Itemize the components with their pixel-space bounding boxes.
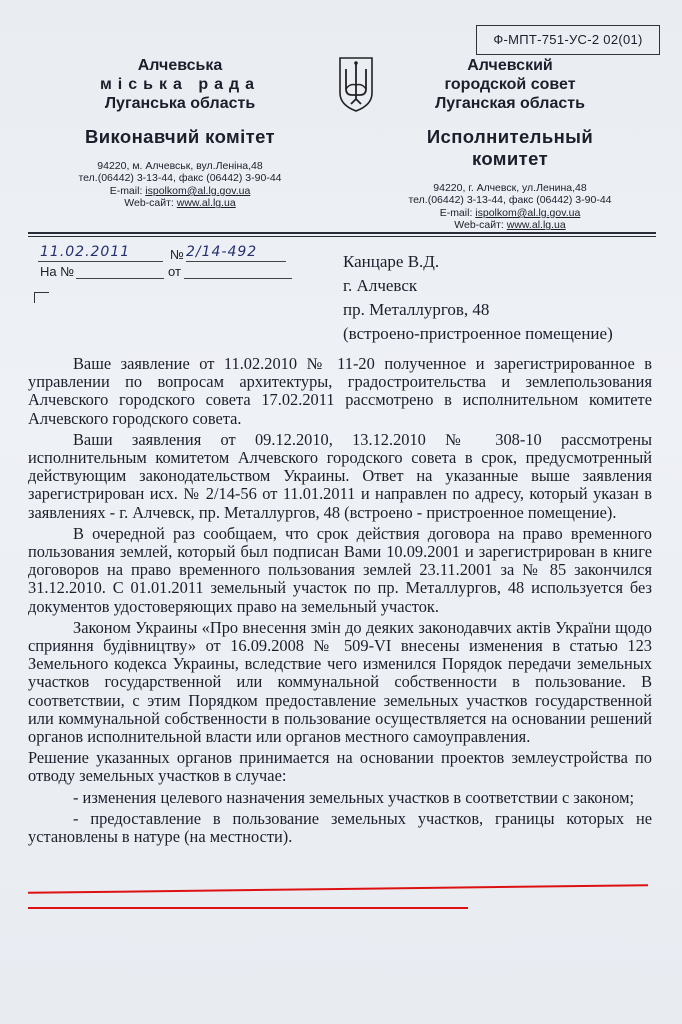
paragraph-3: В очередной раз сообщаем, что срок действия договора на право временного пользования землей, который был подписан Вами 10.09.2001 и зарегистрирован в книге договоров на право временного пользования землей 23.11.2001 за № 85 закончился 31.12.2010. С 01.01.2011 земельный участок по пр. Металлургов, 48 используется без документов удостоверяющих право на земельный участок.: [28, 523, 652, 616]
recipient-city: г. Алчевск: [343, 276, 418, 295]
header-ukr-web-link[interactable]: www.al.lg.ua: [176, 197, 236, 210]
paragraph-2: Ваши заявления от 09.12.2010, 13.12.2010 № 308-10 рассмотрены исполнительным комитетом Алчевского городского совета в срок, предусмотренный действующим законодательством Украины. Ответ на указанные выше заявления зарегистрирован исх. № 2/14-56 от 11.01.2011 и направлен по адресу, который указан в заявлениях - г. Алчевск, пр. Металлургов, 48 (встроено - пристроенное помещение).: [28, 429, 652, 522]
header-russian: [390, 56, 630, 232]
recipient-street: пр. Металлургов, 48: [343, 300, 490, 319]
reply-number-blank: [76, 278, 164, 279]
address-corner-mark: [34, 292, 49, 303]
header-divider-thin: [28, 236, 656, 237]
number-underline: [186, 261, 286, 262]
header-rus-contacts: [390, 182, 630, 232]
header-ukr-address: 94220, м. Алчевськ, вул.Леніна,48: [97, 160, 263, 172]
header-rus-web-label: Web-сайт:: [454, 219, 504, 232]
header-rus-email-link[interactable]: ispolkom@al.lg.gov.ua: [475, 206, 581, 219]
red-underline-1: [28, 884, 648, 894]
header-ukr-region: Луганська область: [104, 95, 256, 112]
header-rus-region: Луганская область: [435, 95, 585, 112]
header-rus-email-label: E-mail:: [439, 206, 473, 219]
header-ukr-phones: тел.(06442) 3-13-44, факс (06442) 3-90-44: [78, 172, 282, 185]
header-rus-city: Алчевский: [467, 57, 553, 74]
header-ukr-committee: Виконавчий комітет: [84, 126, 276, 147]
header-ukr-email-link[interactable]: ispolkom@al.lg.gov.ua: [145, 184, 251, 197]
header-rus-phones: тел.(06442) 3-13-44, факс (06442) 3-90-44: [408, 194, 612, 207]
list-item-2: - предоставление в пользование земельных участков, границы которых не установлены в натуре (на местности).: [28, 808, 652, 847]
paragraph-4: Законом Украины «Про внесення змін до деяких законодавчих актів України щодо сприяння будівництву» от 16.09.2008 № 509-VI внесены изменения в статью 123 Земельного кодекса Украины, вследствие чего изменился Порядок передачи земельных участков государственной или коммунальной собственности в пользование. В соответствии, с этим Порядком предоставление земельных участков государственной или коммунальной собственности в пользование осуществляется на основании решений органов исполнительной власти или органов местного самоуправления.: [28, 617, 652, 747]
letter-body: [28, 355, 652, 849]
header-ukr-council: міська рада: [99, 76, 261, 93]
outgoing-number-sign: №: [170, 247, 184, 262]
recipient-block: [343, 250, 613, 346]
header-rus-web-link[interactable]: www.al.lg.ua: [506, 219, 566, 232]
reply-to-label: На №: [40, 264, 75, 279]
header-rus-address: 94220, г. Алчевск, ул.Ленина,48: [433, 182, 587, 194]
outgoing-number: 2/14-492: [186, 244, 258, 260]
header-divider: [28, 232, 656, 234]
trident-emblem-icon: [336, 55, 376, 113]
header-ukr-web-label: Web-сайт:: [124, 197, 174, 210]
paragraph-5-highlighted: Решение указанных органов принимается на основании проектов землеустройства по отводу земельных участков в случае:: [28, 748, 652, 786]
recipient-premises: (встроено-пристроенное помещение): [343, 324, 613, 343]
list-item-1: - изменения целевого назначения земельных участков в соответствии с законом;: [73, 787, 635, 807]
header-ukr-city: Алчевська: [137, 57, 223, 74]
form-code-box: Ф-МПТ-751-УС-2 02(01): [476, 25, 660, 55]
date-underline: [38, 261, 163, 262]
reply-date-blank: [184, 278, 292, 279]
header-ukrainian: [60, 56, 300, 210]
recipient-name: Канцаре В.Д.: [343, 252, 440, 271]
header-rus-council: городской совет: [444, 76, 576, 93]
reply-from-label: от: [168, 264, 181, 279]
outgoing-date: 11.02.2011: [40, 244, 131, 260]
header-rus-committee: Исполнительный комитет: [426, 126, 594, 169]
header-ukr-contacts: [60, 160, 300, 210]
red-underline-2: [28, 907, 468, 909]
paragraph-1: Ваше заявление от 11.02.2010 № 11-20 полученное и зарегистрированное в управлении по вопросам архитектуры, градостроительства и землепользования Алчевского городского совета 17.02.2011 рассмотрено в исполнительном комитете Алчевского городского совета.: [28, 354, 652, 428]
header-ukr-email-label: E-mail:: [109, 184, 143, 197]
